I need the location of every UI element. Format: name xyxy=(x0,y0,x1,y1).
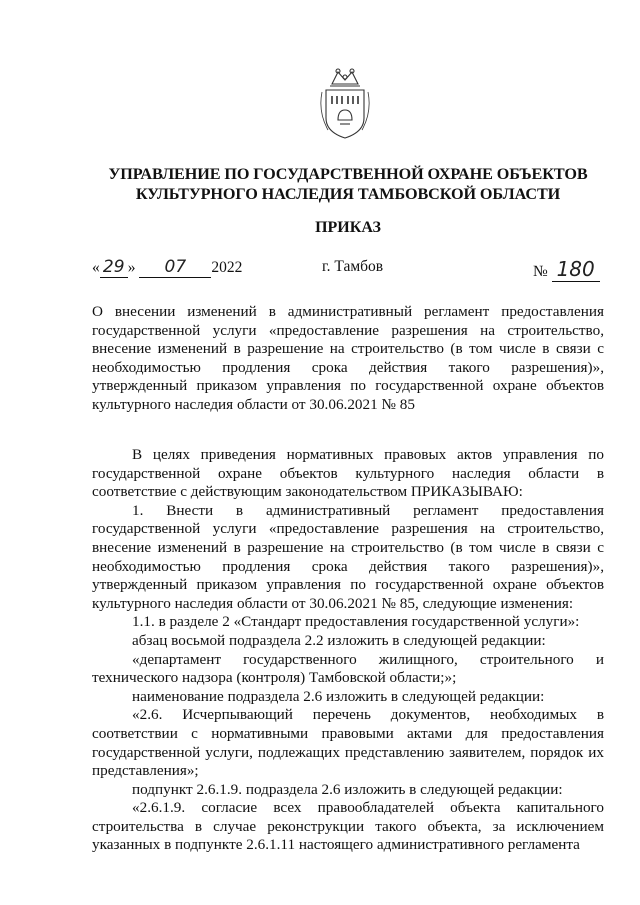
number-value: 180 xyxy=(552,257,600,282)
paragraph: «2.6.1.9. согласие всех правообладателей объекта капитального строительства в случае реконструкции такого объекта, за исключением указанных в подпункте 2.6.1.11 настоящего административного регламента xyxy=(92,799,604,854)
date-month: 07 xyxy=(139,257,211,278)
document-city: г. Тамбов xyxy=(322,258,384,275)
document-subject: О внесении изменений в административный регламент предоставления государственной услуги «предоставление разрешения на строительство, внесение изменений в разрешение на строительство (в том числе в связи с необходимостью продления срока действия такого разрешения)», утвержденный приказом управления по государственной охране объектов культурного наследия области от 30.06.2021 № 85 xyxy=(92,303,604,413)
paragraph-item-1: 1. Внести в административный регламент предоставления государственной услуги «предоставление разрешения на строительство, внесение изменений в разрешение на строительство (в том числе в связи с необходимостью продления срока действия такого разрешения)», утвержденный приказом управления по государственной охране объектов культурного наследия области от 30.06.2021 № 85, следующие изменения: xyxy=(92,501,604,612)
organization-name-line-1: УПРАВЛЕНИЕ ПО ГОСУДАРСТВЕННОЙ ОХРАНЕ ОБЪЕКТОВ xyxy=(108,165,588,183)
organization-name-line-2: КУЛЬТУРНОГО НАСЛЕДИЯ ТАМБОВСКОЙ ОБЛАСТИ xyxy=(135,185,561,203)
date-day: 29 xyxy=(100,257,128,278)
document-number xyxy=(533,257,600,282)
document-meta xyxy=(80,257,600,281)
paragraph-preamble: В целях приведения нормативных правовых актов управления по государственной охране объектов культурного наследия области в соответствие с действующим законодательством ПРИКАЗЫВАЮ: xyxy=(92,446,604,501)
paragraph-item-1-1: 1.1. в разделе 2 «Стандарт предоставления государственной услуги»: xyxy=(132,613,580,631)
paragraph: «2.6. Исчерпывающий перечень документов, необходимых в соответствии с нормативными правовыми актами для предоставления государственной услуги, подлежащих представлению заявителем, порядок их представления»; xyxy=(92,706,604,780)
document-type: ПРИКАЗ xyxy=(315,219,381,236)
paragraph: абзац восьмой подраздела 2.2 изложить в следующей редакции: xyxy=(132,631,546,649)
number-label: № xyxy=(533,263,548,280)
paragraph: наименование подраздела 2.6 изложить в следующей редакции: xyxy=(132,687,545,705)
paragraph: «департамент государственного жилищного, строительного и технического надзора (контроля) Тамбовской области;»; xyxy=(92,650,604,687)
organization-header xyxy=(80,164,616,204)
document-date: « 29 » 07 2022 xyxy=(92,257,243,277)
paragraph: подпункт 2.6.1.9. подраздела 2.6 изложить в следующей редакции: xyxy=(132,780,563,798)
coat-of-arms-icon xyxy=(318,62,372,142)
date-year: 2022 xyxy=(211,259,243,276)
document-body xyxy=(92,446,604,855)
